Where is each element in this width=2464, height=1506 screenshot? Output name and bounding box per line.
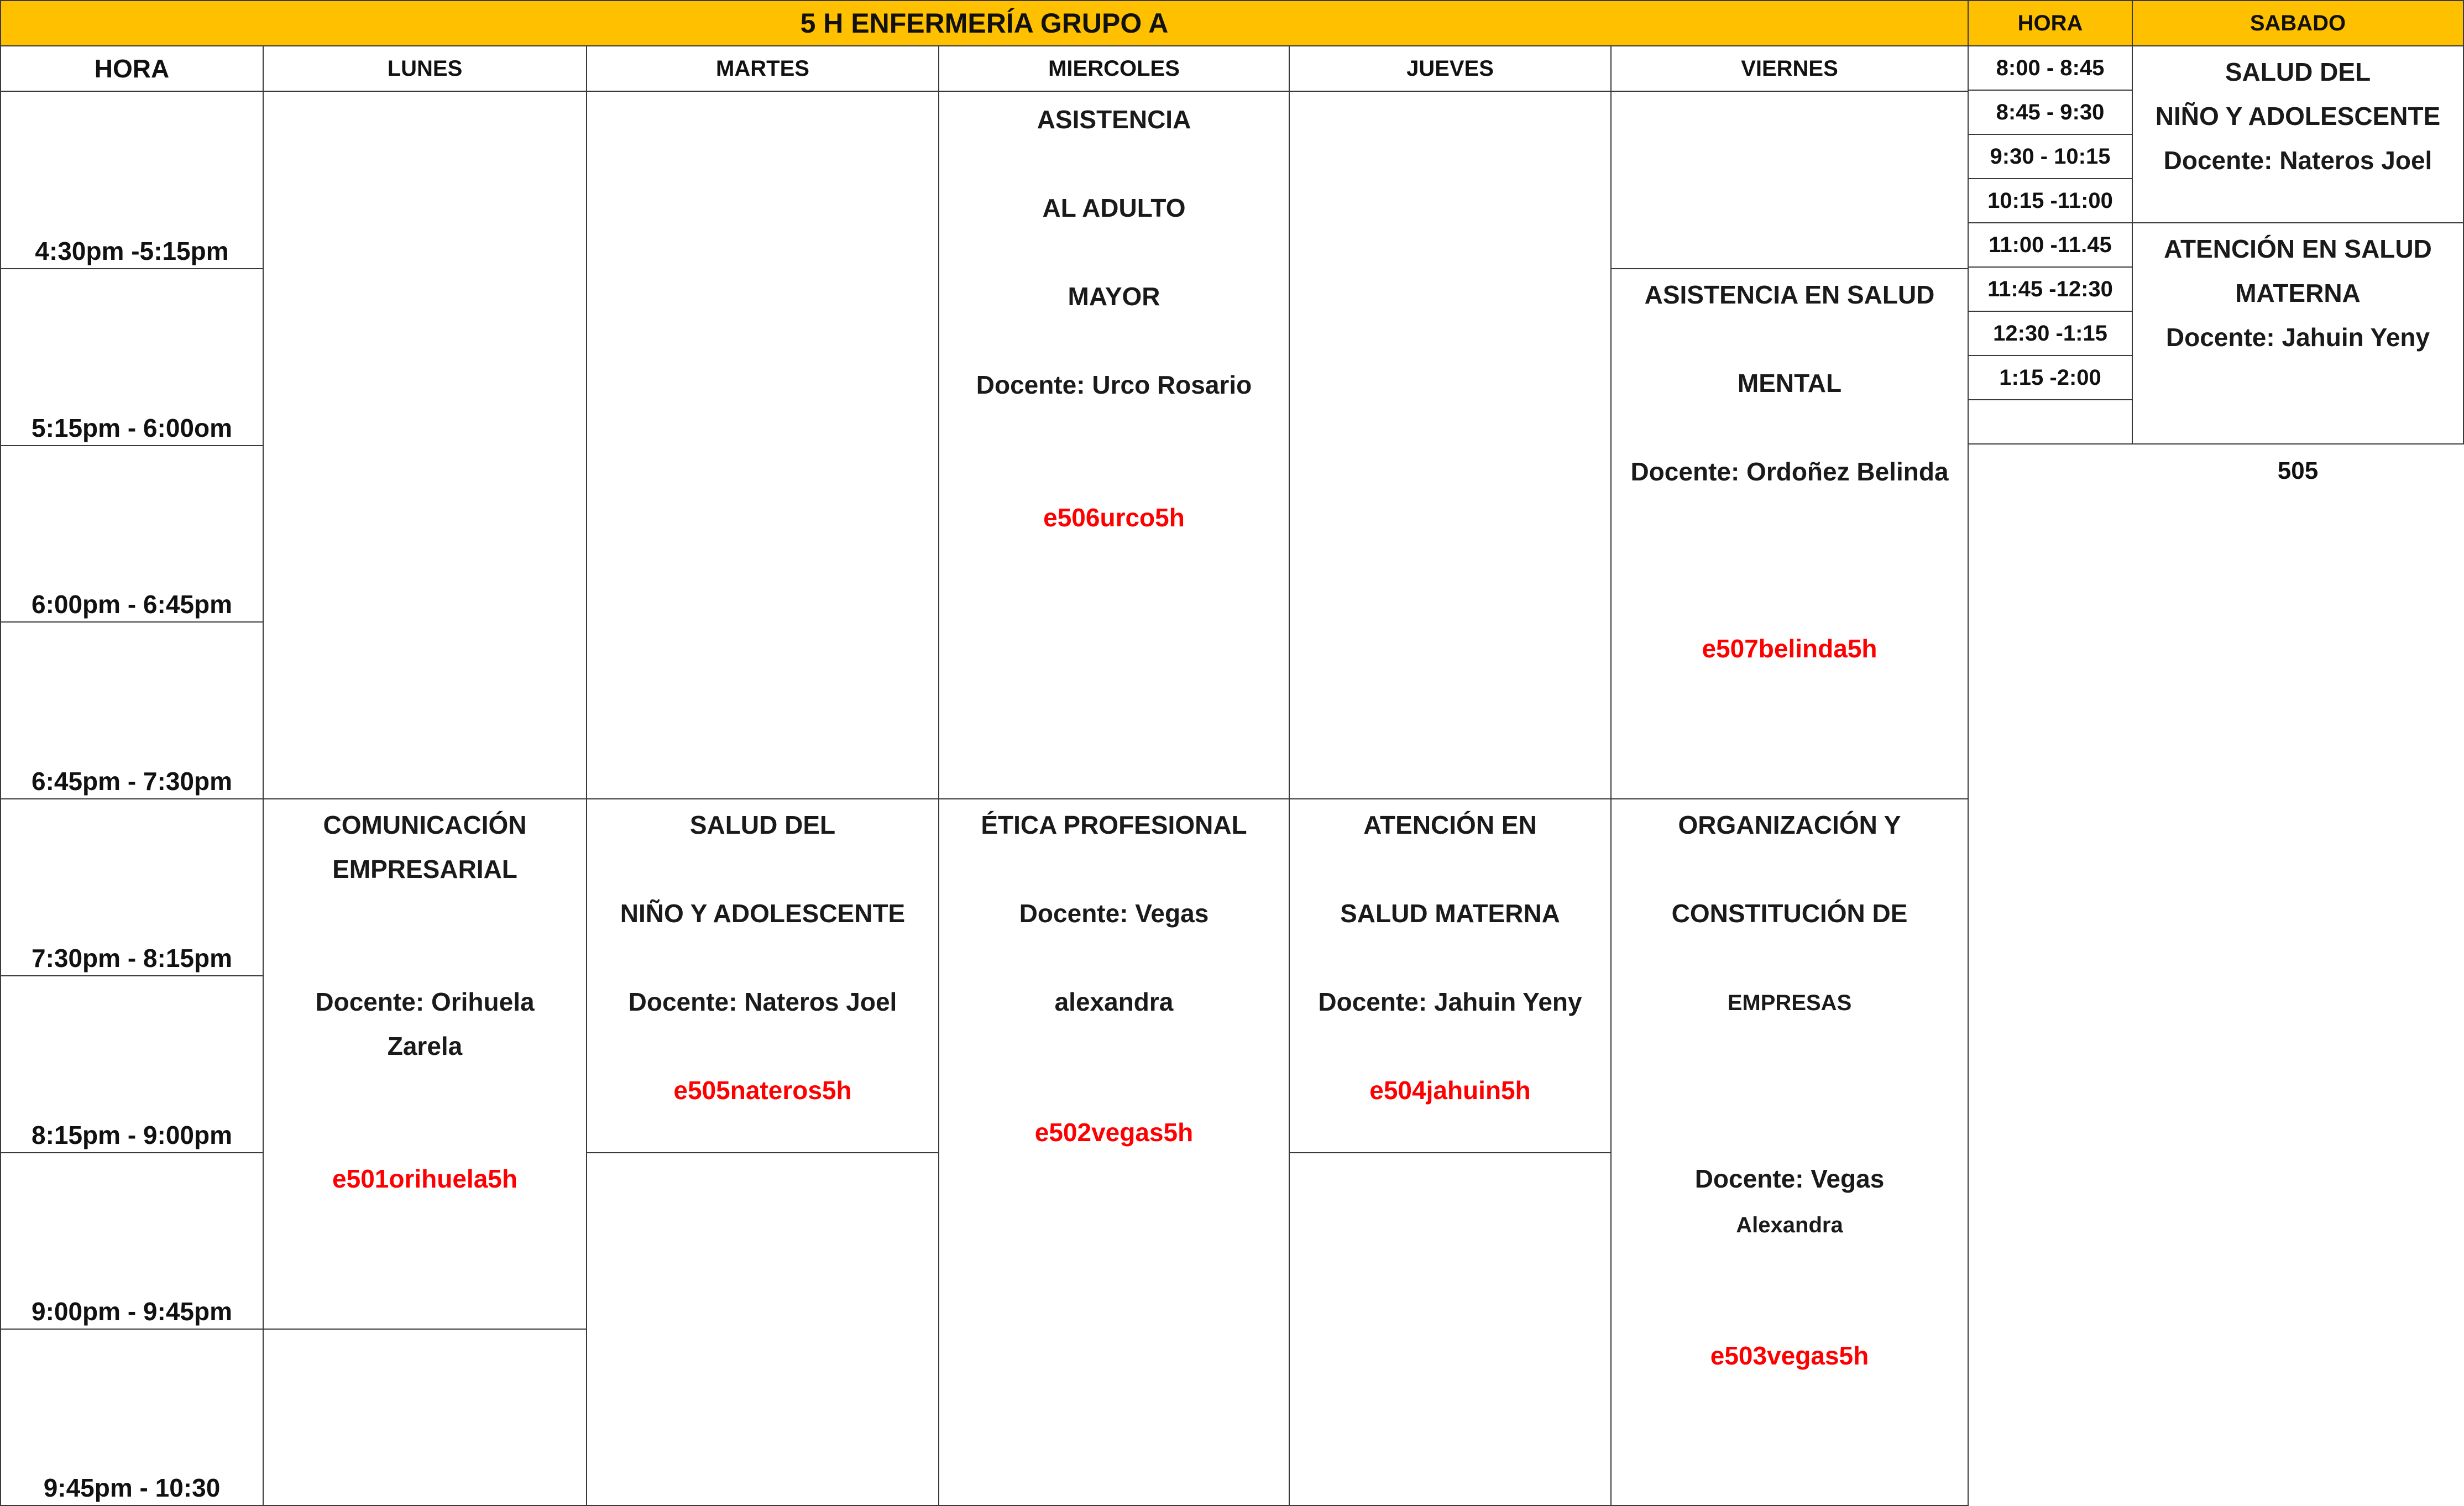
saturday-time-slot: 1:15 -2:00: [1968, 355, 2133, 400]
course-name-line: ASISTENCIA: [1037, 105, 1191, 134]
course-name-line: SALUD MATERNA: [1340, 899, 1560, 928]
header-hora: HORA: [0, 45, 264, 92]
course-name-line: SALUD DEL: [689, 810, 836, 839]
saturday-course-2: [2132, 222, 2464, 445]
time-slot: 9:45pm - 10:30: [0, 1329, 264, 1506]
viernes-empty-top: [1610, 91, 1969, 269]
course-name-line: COMUNICACIÓN: [323, 810, 527, 839]
lunes-empty-top: [263, 91, 587, 799]
course-teacher: Docente: Vegas: [1694, 1164, 1885, 1193]
header-lunes: LUNES: [263, 45, 587, 92]
saturday-time-slot: 9:30 - 10:15: [1968, 134, 2133, 179]
course-code: e501orihuela5h: [332, 1164, 517, 1193]
course-teacher: Zarela: [387, 1032, 463, 1060]
course-cell-martes-bottom: [586, 798, 939, 1153]
saturday-course-1: [2132, 45, 2464, 223]
course-name-line: SALUD DEL: [2225, 57, 2371, 86]
course-cell-viernes-bottom: [1610, 798, 1969, 1506]
course-name-line: MENTAL: [1737, 369, 1842, 398]
saturday-time-slot: 11:45 -12:30: [1968, 266, 2133, 312]
saturday-time-slot: 8:00 - 8:45: [1968, 45, 2133, 91]
time-slot: 6:00pm - 6:45pm: [0, 445, 264, 623]
course-name-line: CONSTITUCIÓN DE: [1671, 899, 1908, 928]
course-name-line: NIÑO Y ADOLESCENTE: [2155, 102, 2441, 130]
saturday-time-slot: 12:30 -1:15: [1968, 311, 2133, 356]
jueves-empty-bottom: [1289, 1152, 1612, 1506]
course-teacher: alexandra: [1054, 987, 1174, 1016]
course-teacher: Docente: Ordoñez Belinda: [1630, 457, 1949, 486]
course-name-line: AL ADULTO: [1042, 194, 1186, 222]
header-jueves: JUEVES: [1289, 45, 1612, 92]
time-slot: 5:15pm - 6:00om: [0, 268, 264, 446]
course-name-line: EMPRESARIAL: [332, 855, 517, 883]
course-cell-miercoles-bottom: [938, 798, 1290, 1506]
lunes-empty-bottom: [263, 1329, 587, 1506]
saturday-time-slot: 11:00 -11.45: [1968, 222, 2133, 268]
course-teacher: Docente: Vegas: [1019, 899, 1209, 928]
course-code: e504jahuin5h: [1369, 1076, 1531, 1105]
course-name-line: NIÑO Y ADOLESCENTE: [620, 899, 906, 928]
course-code: e505nateros5h: [673, 1076, 852, 1105]
room-number: 505: [2277, 457, 2319, 484]
course-name-line: ATENCIÓN EN: [1363, 810, 1537, 839]
schedule-title: 5 H ENFERMERÍA GRUPO A: [0, 0, 1969, 46]
course-name-line: ORGANIZACIÓN Y: [1678, 810, 1901, 839]
martes-empty-bottom: [586, 1152, 939, 1506]
course-teacher: Docente: Urco Rosario: [976, 370, 1252, 399]
saturday-time-slot: 10:15 -11:00: [1968, 178, 2133, 223]
course-cell-jueves-bottom: [1289, 798, 1612, 1153]
header-viernes: VIERNES: [1610, 45, 1969, 92]
course-code: e502vegas5h: [1034, 1118, 1194, 1147]
saturday-time-empty: [1968, 399, 2133, 445]
saturday-header-hora: HORA: [1968, 0, 2133, 46]
header-martes: MARTES: [586, 45, 939, 92]
course-teacher: Docente: Jahuin Yeny: [1318, 987, 1582, 1016]
course-name-line: MAYOR: [1068, 282, 1160, 311]
course-teacher: Docente: Nateros Joel: [628, 987, 897, 1016]
course-name-line: EMPRESAS: [1727, 991, 1852, 1015]
course-name-line: ASISTENCIA EN SALUD: [1644, 280, 1935, 309]
course-code: e507belinda5h: [1702, 634, 1877, 663]
saturday-header-day: SABADO: [2132, 0, 2464, 46]
time-slot: 4:30pm -5:15pm: [0, 91, 264, 269]
course-name-line: ATENCIÓN EN SALUD: [2164, 234, 2432, 263]
course-code: e503vegas5h: [1710, 1341, 1869, 1370]
course-name-line: ÉTICA PROFESIONAL: [981, 810, 1247, 839]
time-slot: 8:15pm - 9:00pm: [0, 975, 264, 1153]
course-teacher: Docente: Orihuela: [315, 987, 535, 1016]
jueves-empty-top: [1289, 91, 1612, 799]
course-cell-miercoles-top: [938, 91, 1290, 799]
course-cell-lunes-bottom: [263, 798, 587, 1330]
martes-empty-top: [586, 91, 939, 799]
course-teacher: Docente: Jahuin Yeny: [2165, 323, 2430, 352]
course-teacher: Docente: Nateros Joel: [2163, 146, 2432, 175]
time-slot: 7:30pm - 8:15pm: [0, 798, 264, 976]
course-teacher: Alexandra: [1736, 1213, 1843, 1237]
course-cell-viernes-top: [1610, 268, 1969, 799]
time-slot: 6:45pm - 7:30pm: [0, 621, 264, 799]
header-miercoles: MIERCOLES: [938, 45, 1290, 92]
course-code: e506urco5h: [1043, 503, 1185, 532]
saturday-time-slot: 8:45 - 9:30: [1968, 90, 2133, 135]
time-slot: 9:00pm - 9:45pm: [0, 1152, 264, 1330]
course-name-line: MATERNA: [2235, 279, 2361, 307]
